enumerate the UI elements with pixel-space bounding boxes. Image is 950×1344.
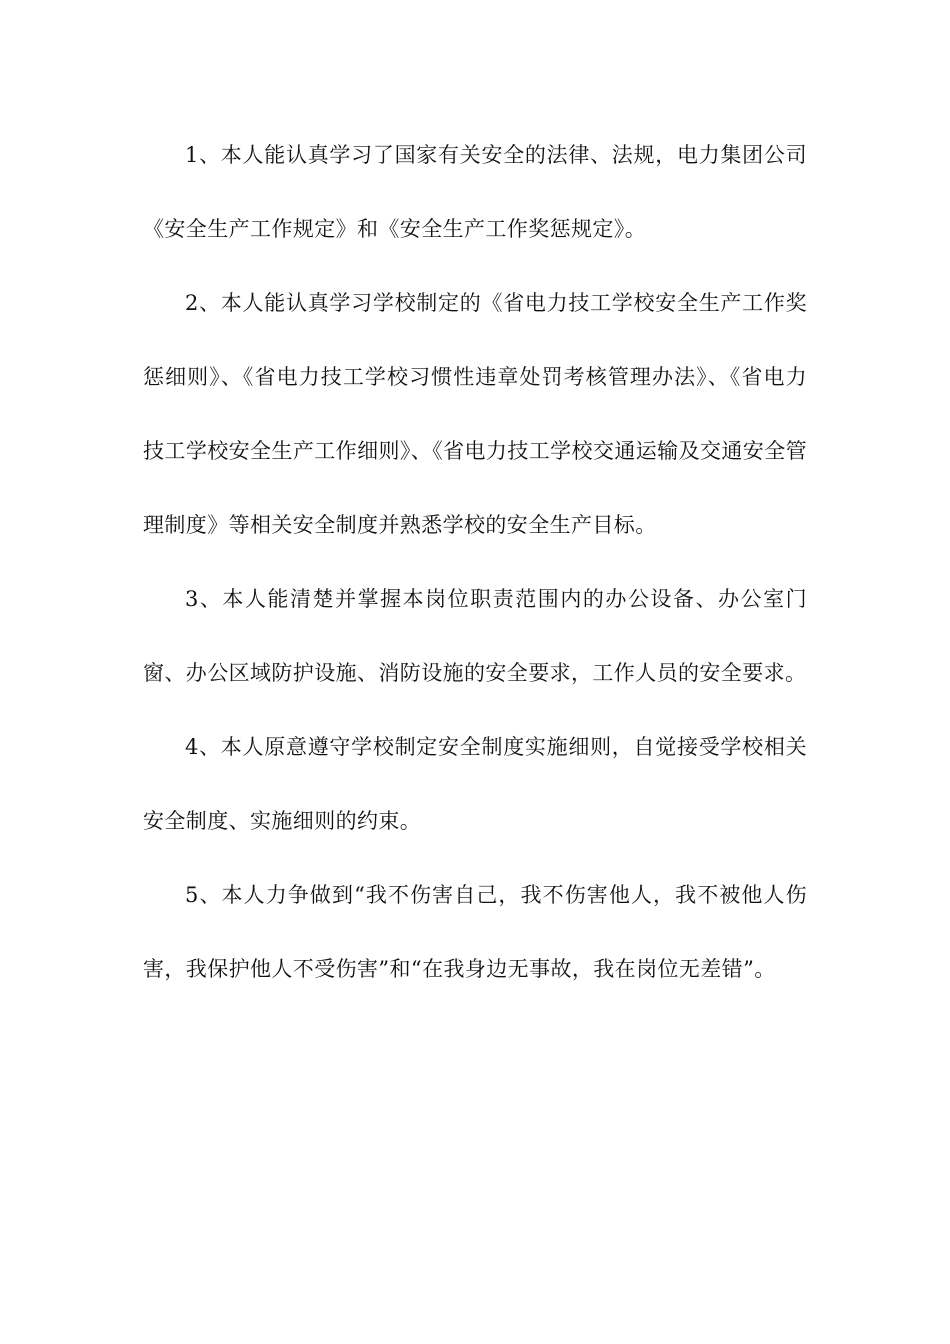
paragraph-2: 2、本人能认真学习学校制定的《省电力技工学校安全生产工作奖惩细则》、《省电力技工学校习惯性违章处罚考核管理办法》、《省电力技工学校安全生产工作细则》、《省电力技工学校交通运输及交通安全管理制度》等相关安全制度并熟悉学校的安全生产目标。 xyxy=(143,291,807,537)
paragraph-5: 5、本人力争做到“我不伤害自己，我不伤害他人，我不被他人伤害，我保护他人不受伤害”和“在我身边无事故，我在岗位无差错”。 xyxy=(143,883,807,981)
document-body xyxy=(143,118,807,1006)
paragraph-1: 1、本人能认真学习了国家有关安全的法律、法规，电力集团公司《安全生产工作规定》和《安全生产工作奖惩规定》。 xyxy=(143,143,807,241)
paragraph-4: 4、本人原意遵守学校制定安全制度实施细则，自觉接受学校相关安全制度、实施细则的约束。 xyxy=(143,735,807,833)
paragraph-3: 3、本人能清楚并掌握本岗位职责范围内的办公设备、办公室门窗、办公区域防护设施、消防设施的安全要求，工作人员的安全要求。 xyxy=(143,587,807,685)
